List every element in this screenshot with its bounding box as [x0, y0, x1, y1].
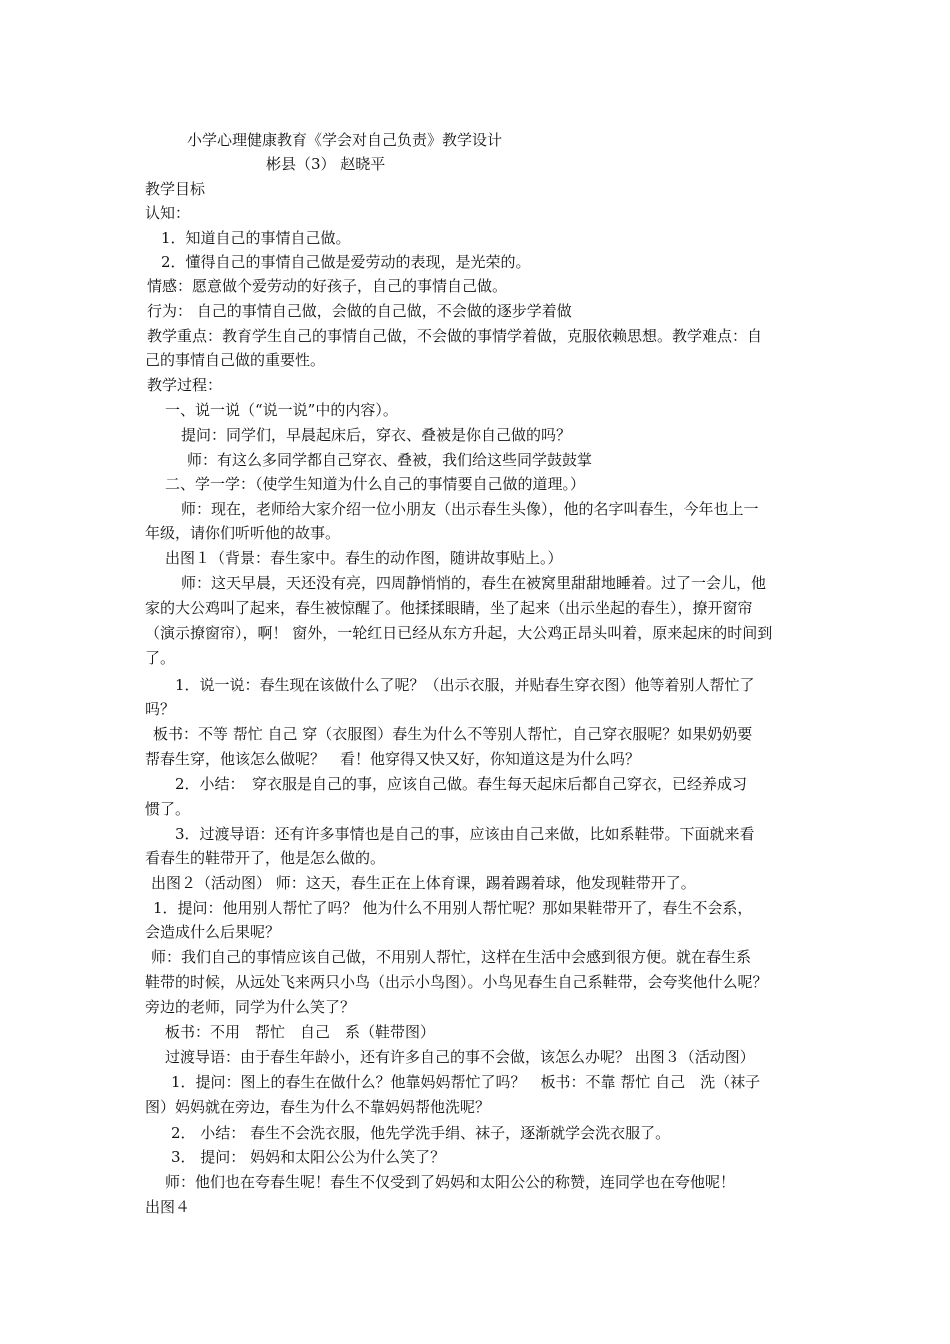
paragraph-line: 己的事情自己做的重要性。: [145, 351, 326, 369]
paragraph-line: 惯了。: [145, 800, 191, 818]
paragraph-line: 看春生的鞋带开了，他是怎么做的。: [145, 849, 386, 867]
paragraph-line: 出图４: [145, 1198, 191, 1216]
paragraph-line: 1．说一说：春生现在该做什么了呢？（出示衣服，并贴春生穿衣图）他等着别人帮忙了: [175, 676, 755, 694]
paragraph-line: 师：他们也在夸春生呢！春生不仅受到了妈妈和太阳公公的称赞，连同学也在夸他呢！: [165, 1173, 736, 1191]
paragraph-line: 行为： 自己的事情自己做，会做的自己做，不会做的逐步学着做: [147, 302, 572, 320]
paragraph-line: 2．小结： 穿衣服是自己的事，应该自己做。春生每天起床后都自己穿衣，已经养成习: [175, 775, 748, 793]
paragraph-line: 过渡导语：由于春生年龄小，还有许多自己的事不会做，该怎么办呢？ 出图３（活动图）: [165, 1048, 755, 1066]
paragraph-line: 年级，请你们听听他的故事。: [145, 524, 341, 542]
paragraph-line: 教学重点：教育学生自己的事情自己做，不会做的事情学着做，克服依赖思想。教学难点：自: [147, 327, 763, 345]
paragraph-line: 情感：愿意做个爱劳动的好孩子，自己的事情自己做。: [147, 277, 508, 295]
document-author: 彬县（3） 赵晓平: [266, 155, 386, 173]
paragraph-line: 一、说一说（“说一说”中的内容）。: [165, 401, 398, 419]
paragraph-line: 1．提问：他用别人帮忙了吗？ 他为什么不用别人帮忙呢？那如果鞋带开了，春生不会系，: [153, 899, 753, 917]
paragraph-line: 师：这天早晨，天还没有亮，四周静悄悄的，春生在被窝里甜甜地睡着。过了一会儿，他: [181, 574, 767, 592]
paragraph-line: 板书：不用 帮忙 自己 系（鞋带图）: [165, 1023, 436, 1041]
paragraph-line: 出图１（背景：春生家中。春生的动作图，随讲故事贴上。）: [165, 549, 563, 567]
paragraph-line: 2． 小结： 春生不会洗衣服，他先学洗手绢、袜子，逐渐就学会洗衣服了。: [171, 1124, 671, 1142]
paragraph-line: 出图２（活动图） 师：这天，春生正在上体育课，踢着踢着球，他发现鞋带开了。: [151, 874, 696, 892]
paragraph-line: 二、学一学：（使学生知道为什么自己的事情要自己做的道理。）: [165, 475, 586, 493]
paragraph-line: 旁边的老师，同学为什么笑了？: [145, 998, 356, 1016]
paragraph-line: 会造成什么后果呢？: [145, 923, 281, 941]
paragraph-line: 鞋带的时候，从远处飞来两只小鸟（出示小鸟图）。小鸟见春生自己系鞋带，会夸奖他什么呢？: [145, 973, 768, 991]
paragraph-line: 师：有这么多同学都自己穿衣、叠被，我们给这些同学鼓鼓掌: [187, 451, 593, 469]
paragraph-line: 家的大公鸡叫了起来，春生被惊醒了。他揉揉眼睛，坐了起来（出示坐起的春生），撩开窗帘: [145, 599, 753, 617]
paragraph-line: 认知：: [145, 204, 191, 222]
paragraph-line: 了。: [145, 649, 176, 667]
paragraph-line: 3．过渡导语：还有许多事情也是自己的事，应该由自己来做，比如系鞋带。下面就来看: [175, 825, 755, 843]
paragraph-line: 2．懂得自己的事情自己做是爱劳动的表现，是光荣的。: [161, 253, 531, 271]
paragraph-line: 吗？: [145, 700, 176, 718]
paragraph-line: 师：我们自己的事情应该自己做，不用别人帮忙，这样在生活中会感到很方便。就在春生系: [151, 948, 752, 966]
paragraph-line: 师：现在，老师给大家介绍一位小朋友（出示春生头像），他的名字叫春生，今年也上一: [181, 500, 759, 518]
document-title: 小学心理健康教育《学会对自己负责》教学设计: [187, 131, 503, 149]
paragraph-line: 板书：不等 帮忙 自己 穿（衣服图）春生为什么不等别人帮忙，自己穿衣服呢？如果奶奶要: [153, 725, 753, 743]
paragraph-line: 1．提问：图上的春生在做什么？他靠妈妈帮忙了吗？ 板书：不靠 帮忙 自己 洗（袜子: [171, 1073, 761, 1091]
heading-teaching-goals: 教学目标: [145, 180, 206, 198]
heading-teaching-process: 教学过程：: [147, 376, 223, 394]
paragraph-line: 3． 提问： 妈妈和太阳公公为什么笑了？: [171, 1148, 446, 1166]
paragraph-line: 图）妈妈就在旁边，春生为什么不靠妈妈帮他洗呢？: [145, 1098, 491, 1116]
paragraph-line: 提问：同学们，早晨起床后，穿衣、叠被是你自己做的吗？: [181, 426, 572, 444]
paragraph-line: （演示撩窗帘），啊！ 窗外，一轮红日已经从东方升起，大公鸡正昂头叫着，原来起床的时间到: [145, 624, 773, 642]
paragraph-line: 1．知道自己的事情自己做。: [161, 229, 351, 247]
paragraph-line: 帮春生穿，他该怎么做呢？ 看！他穿得又快又好，你知道这是为什么吗？: [145, 750, 641, 768]
